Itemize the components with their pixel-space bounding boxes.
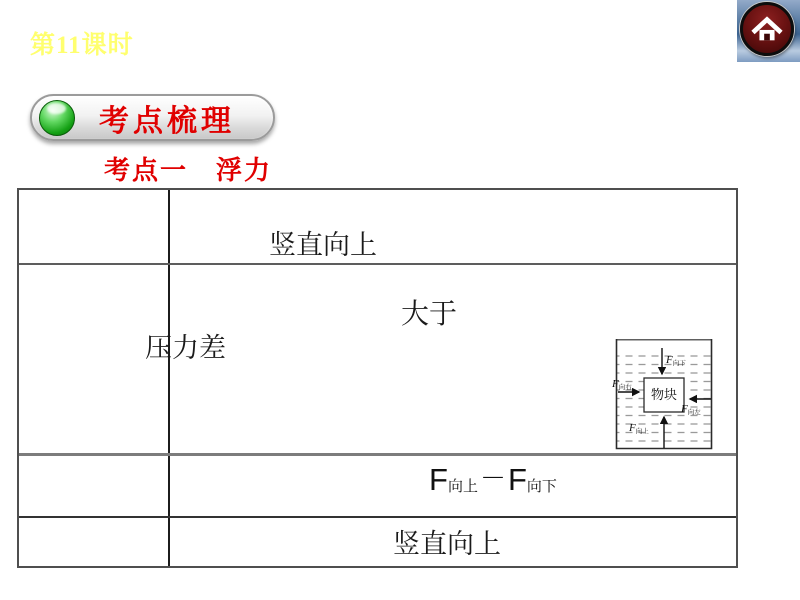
force-down-label: F向下 (666, 354, 686, 367)
formula-sub-up: 向上 (447, 479, 478, 495)
formula-sub-down: 向下 (526, 479, 557, 495)
row2-greater-than-text: 大于 (401, 299, 458, 330)
table-column-divider (168, 190, 170, 566)
table-row-divider-3 (19, 516, 736, 518)
row4-direction-text: 竖直向上 (393, 529, 501, 559)
row1-direction-text: 竖直向上 (269, 230, 377, 260)
section-header-pill (30, 94, 275, 141)
force-left-label: F向左 (681, 403, 701, 416)
home-button[interactable] (740, 2, 794, 56)
row2-pressure-difference-label: 压力差 (145, 333, 226, 363)
green-orb-icon (39, 100, 75, 136)
buoyancy-formula (429, 464, 557, 495)
block-label: 物块 (650, 387, 678, 402)
lesson-title: 第11课时 (30, 32, 134, 59)
section-header-label: 考点梳理 (99, 104, 235, 138)
buoyancy-diagram (611, 335, 719, 458)
table-row-divider-1 (19, 263, 736, 265)
formula-minus-sign: － (479, 464, 506, 493)
sky-background (737, 0, 800, 62)
formula-f-down: F (507, 462, 527, 497)
force-up-label: F向上 (629, 422, 649, 435)
force-right-label: F向右 (612, 378, 632, 391)
formula-f-up: F (429, 462, 448, 497)
subsection-title: 考点一 浮力 (104, 156, 273, 185)
concept-table (17, 188, 738, 568)
